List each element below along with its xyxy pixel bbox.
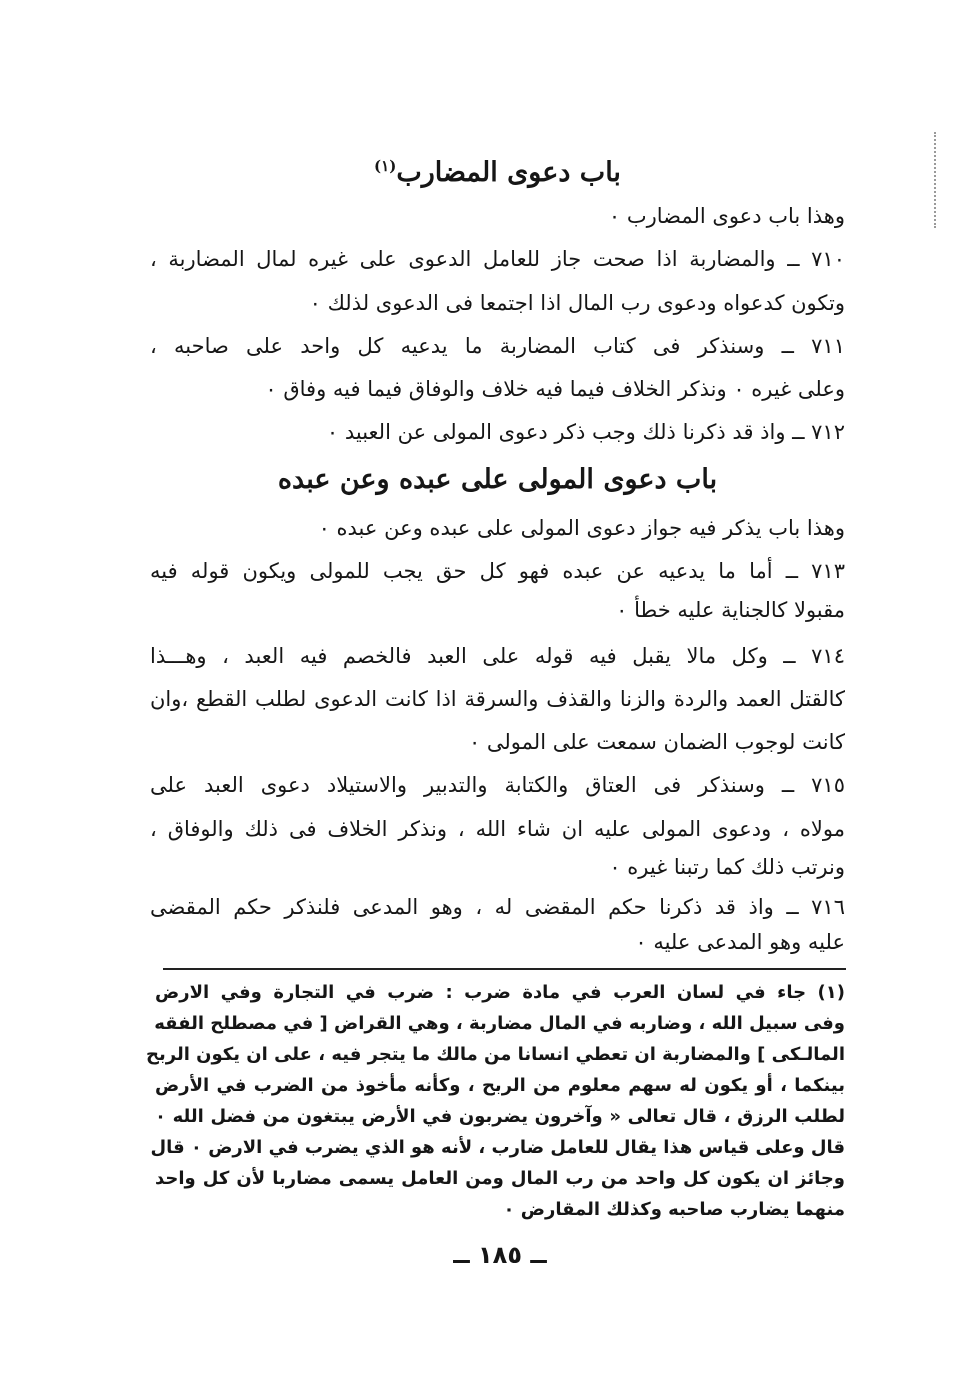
paragraph-line: ٧١٥ ــ وسنذكر فى العتاق والكتابة والتدبير والاستيلاد دعوى العبد على [150,773,845,797]
paragraph-line: ٧١١ ــ وسنذكر فى كتاب المضاربة ما يدعيه كل واحد على صاحبه ، [150,334,845,358]
chapter-heading-mawla [150,460,845,500]
footnote-line: لطلب الرزق ، قال تعالى « وآخرون يضربون في الأرض يبتغون من فضل الله ٠ [155,1106,845,1127]
paragraph-line: مولاه ، ودعوى المولى عليه ان شاء الله ، ونذكر الخلاف فى ذلك والوفاق ، [150,817,845,841]
footnote-line: (١) جاء في لسان العرب في مادة ضرب : ضرب في التجارة وفي الارض [155,982,845,1003]
margin-dotted-rule [934,132,936,228]
footnote-line: بينكما ، أو يكون له سهم معلوم من الربح ، وكأنه مأخوذ من الضرب في الأرض [155,1075,845,1096]
paragraph-line: وهذا باب يذكر فيه جواز دعوى المولى على عبده وعن عبده ٠ [318,516,845,540]
paragraph-line: ٧١٣ ــ أما ما يدعيه عن عبده فهو كل حق يجب للمولى ويكون قوله فيه [150,559,845,583]
paragraph-line: وعلى غيره ٠ ونذكر الخلاف فيما فيه خلاف والوفاق فيما فيه وفاق ٠ [265,377,845,401]
paragraph-line: ٧١٤ ــ وكل مالا يقبل فيه قوله على العبد فالخصم فيه العبد ، وهـــذا [150,644,845,668]
paragraph-line: وتكون كدعواه ودعوى رب المال اذا اجتمعا فى الدعوى لذلك ٠ [309,291,845,315]
paragraph-line: كالقتل العمد والردة والزنا والقذف والسرقة اذا كانت الدعوى لطلب القطع ،وان [150,687,845,711]
paragraph-line: ٧١٠ ــ والمضاربة اذا صحت جاز للعامل الدعوى على غيره لمال المضاربة ، [150,247,845,271]
paragraph-line: ونرتب ذلك كما رتبنا غيره ٠ [609,855,845,879]
page-number: ــ ١٨٥ ــ [453,1241,547,1269]
footnote-line: وفى سبيل الله ، وضاربه في المال مضاربة ، وهي القراض [ في مصطلح الفقه [154,1013,845,1034]
footnote-line: وجائز ان يكون كل واحد من رب المال ومن العامل يسمى مضاربا لأن كل واحد [155,1168,845,1189]
footnote-divider [163,968,846,970]
paragraph-line: وهذا باب دعوى المضارب ٠ [608,204,845,228]
paragraph-line: عليه وهو المدعى عليه ٠ [635,930,845,954]
footnote-marker: (١) [374,157,397,175]
chapter-heading-mudarib [150,146,845,193]
heading-title: باب دعوى المضارب [396,157,621,188]
paragraph-line: مقبولا كالجناية عليه خطأ ٠ [616,598,845,622]
footnote-line: المالـكى ] والمضاربة ان تعطي انسانا من مالك ما يتجر فيه ، على ان يكون الربح [146,1044,845,1065]
footnote-line: منهما يضارب صاحبه وكذلك المقارض ٠ [503,1199,845,1220]
paragraph-line: ٧١٦ ــ واذ قد ذكرنا حكم المقضى له ، وهو المدعى فلنذكر حكم المقضى [150,895,845,919]
paragraph-line: كانت لوجوب الضمان سمعت على المولى ٠ [468,730,845,754]
heading-title: باب دعوى المولى على عبده وعن عبده [277,464,718,495]
footnote-line: قال وعلى قياس هذا يقال للعامل ضارب ، لأنه هو الذي يضرب في الارض ٠ قال [150,1137,845,1158]
paragraph-line: ٧١٢ ــ واذ قد ذكرنا ذلك وجب ذكر دعوى المولى عن العبيد ٠ [326,420,845,444]
